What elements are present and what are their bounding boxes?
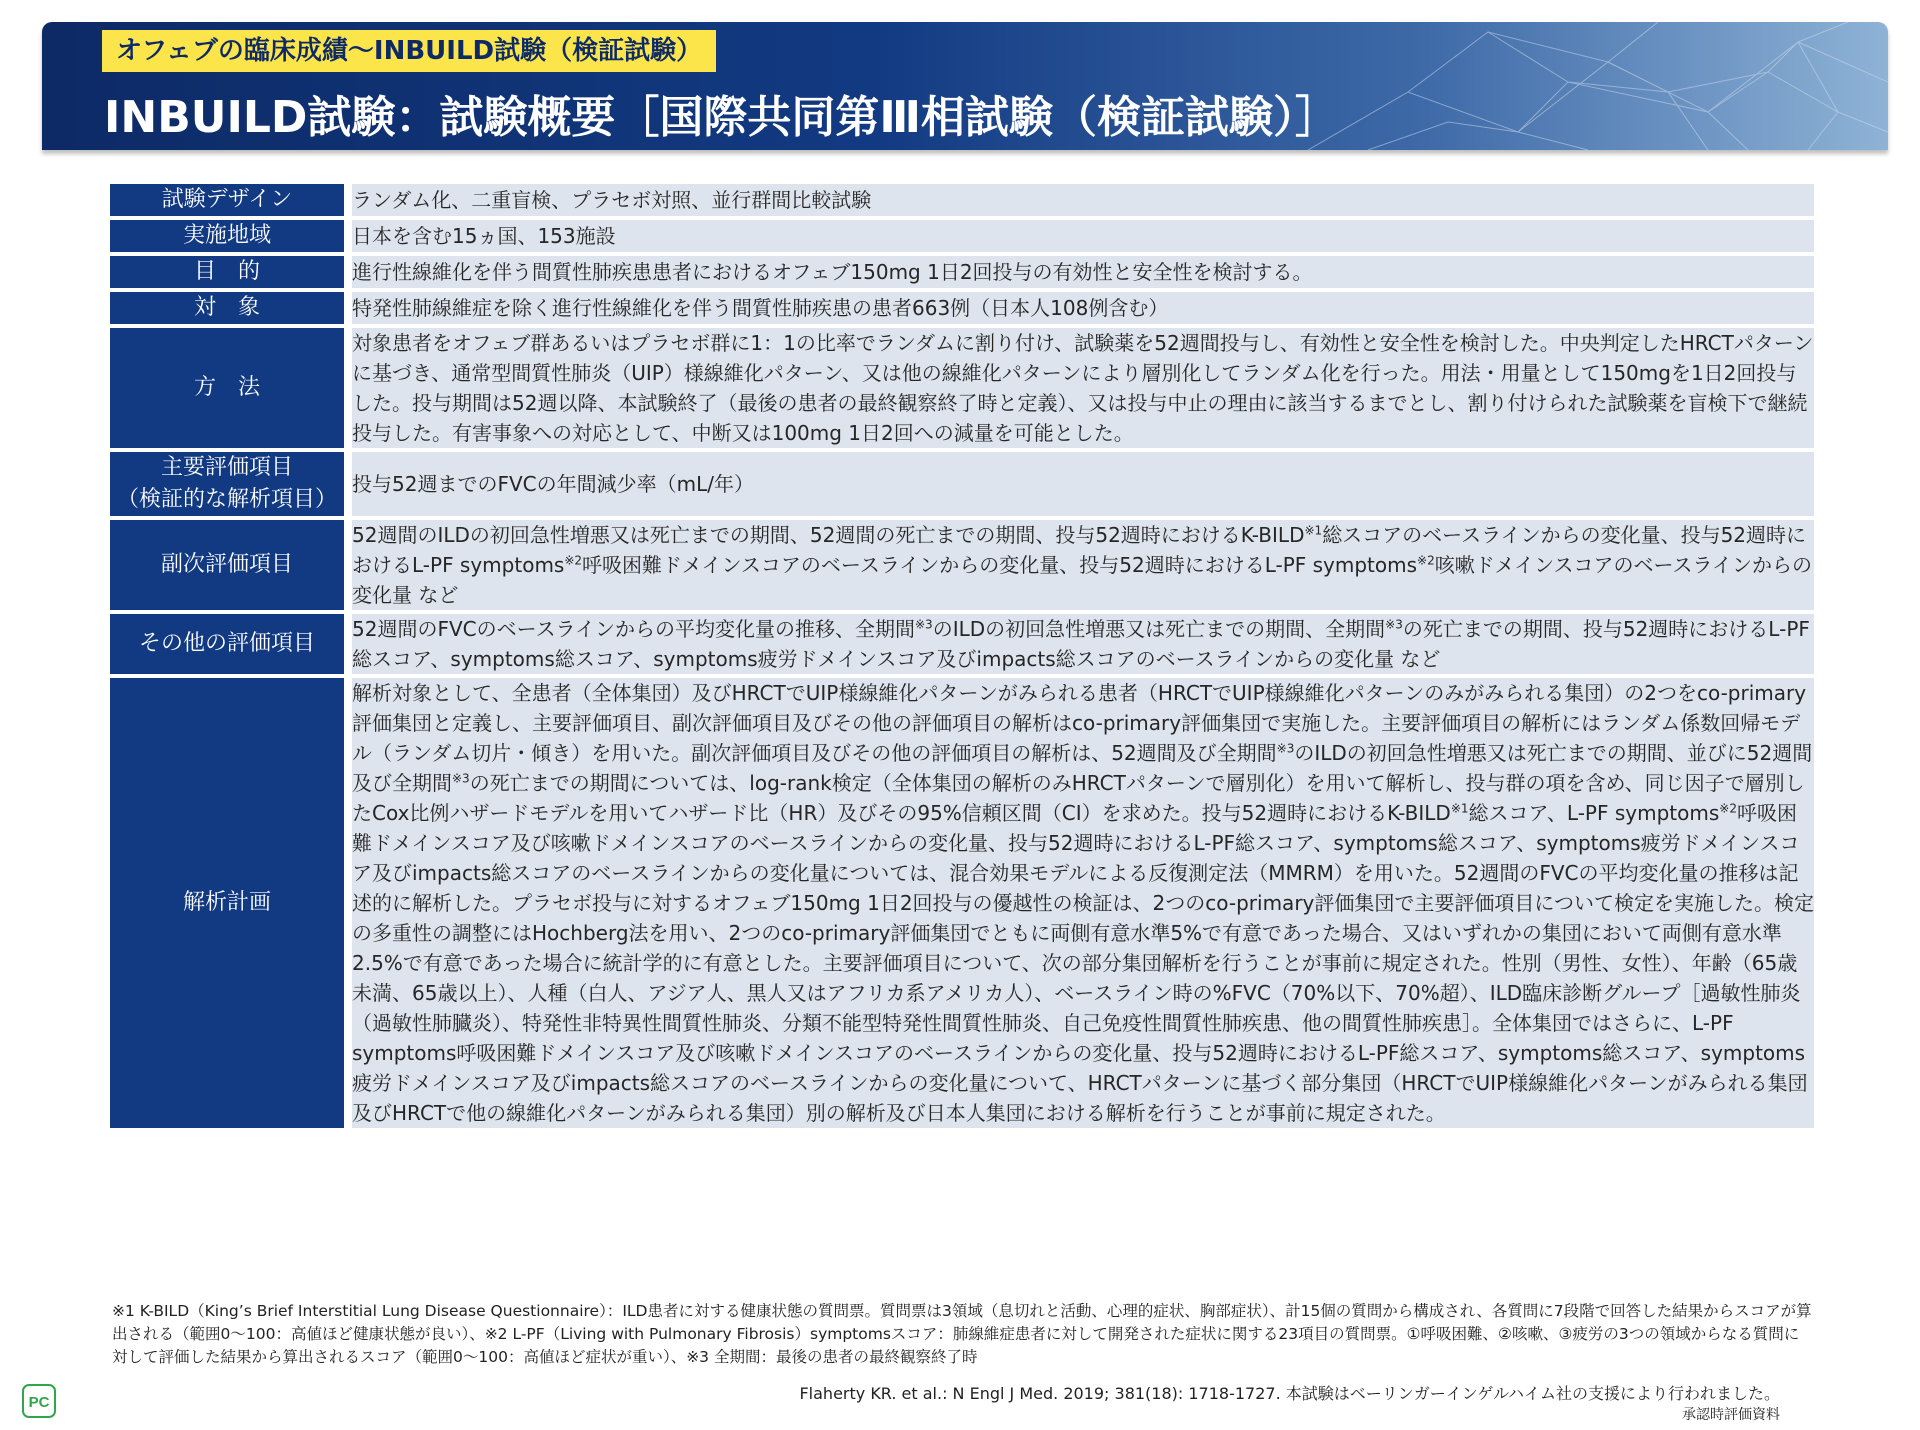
row-label [110,220,344,252]
row-label [110,614,344,674]
row-label-text: 対 象 [193,295,260,320]
footnote-marker: ※1 [1450,801,1469,816]
row-label-text: 試験デザイン [161,187,293,212]
table-row [110,292,1814,324]
footnote-marker: ※3 [1385,617,1403,632]
approval-note: 承認時評価資料 [1682,1407,1780,1423]
value-text: のILDの初回急性増悪又は死亡までの期間、全期間 [932,617,1386,641]
footnote-marker: ※3 [915,617,933,632]
footnote-text: ※1 K-BILD（King’s Brief Interstitial Lung Disease Questionnaire）：ILD患者に対する健康状態の質問票。質問票は3領域（息切れと活動、心理的症状、胸部症状）、計15個の質問から構成され、各質問に7段階で回答した結果からスコアが算出される（範囲0〜100：高値ほど健康状態が良い）、※2 L-PF（Living with Pulmonary Fibrosis）symptomsスコア：肺線維症患者に対して開発された症状に関する23項目の質問票。①呼吸困難、②咳嗽、③疲労の3つの領域からなる質問に対して評価した結果から算出されるスコア（範囲0〜100：高値ほど症状が重い）、※3 全期間：最後の患者の最終観察終了時 [112,1302,1812,1366]
logo-text: PC [28,1394,50,1411]
row-label [110,520,344,610]
table-row [110,184,1814,216]
value-text: 咳嗽ドメインスコアのベースラインからの変化量 など [352,553,1812,607]
row-label-text: 主要評価項目 [160,455,293,480]
row-value: 日本を含む15ヵ国、153施設 [352,220,1814,252]
row-value: 特発性肺線維症を除く進行性線維化を伴う間質性肺疾患の患者663例（日本人108例含む） [352,292,1814,324]
footnote-marker: ※2 [1719,801,1737,816]
row-value [352,520,1814,610]
footnote-marker: ※3 [452,771,470,786]
footnotes [112,1300,1812,1369]
row-value: 対象患者をオフェブ群あるいはプラセボ群に1：1の比率でランダムに割り付け、試験薬を52週間投与し、有効性と安全性を検討した。中央判定したHRCTパターンに基づき、通常型間質性肺炎（UIP）様線維化パターン、又は他の線維化パターンにより層別化してランダム化を行った。用法・用量として150mgを1日2回投与した。投与期間は52週以降、本試験終了（最後の患者の最終観察終了時と定義）、又は投与中止の理由に該当するまでとし、割り付けられた試験薬を盲検下で継続投与した。有害事象への対応として、中断又は100mg 1日2回への減量を可能とした。 [352,328,1814,448]
value-text: の死亡までの期間については、log-rank検定（全体集団の解析のみHRCTパターンで層別化）を用いて解析し、投与群の項を含め、同じ因子で層別したCox比例ハザードモデルを用いてハザード比（HR）及びその95%信頼区間（CI）を求めた。投与52週時におけるK-BILD [352,771,1805,825]
footnote-marker: ※1 [1304,523,1323,538]
row-label-text: 目 的 [193,259,260,284]
citation: Flaherty KR. et al.: N Engl J Med. 2019; 381(18): 1718-1727. 本試験はベーリンガーインゲルハイム社の支援により行われました。 [799,1384,1780,1403]
page-title: INBUILD試験：試験概要［国際共同第Ⅲ相試験（検証試験）］ [104,92,1339,143]
footnote-marker: ※2 [564,553,583,568]
table-row [110,452,1814,516]
row-label [110,328,344,448]
value-text: 総スコア、L-PF symptoms [1468,801,1720,825]
value-text: 総スコアのベースラインからの変化量、投与52週時におけるL-PF symptoms [352,523,1807,577]
footnote-marker: ※2 [1417,553,1435,568]
row-label [110,256,344,288]
study-overview-table [110,180,1814,1132]
row-label [110,184,344,216]
value-text: のILDの初回急性増悪又は死亡までの期間、並びに52週間及び全期間 [352,741,1813,795]
row-label [110,452,344,516]
row-label-text: 実施地域 [182,223,271,248]
value-text: 呼吸困難ドメインスコアのベースラインからの変化量、投与52週時におけるL-PF symptoms [582,553,1418,577]
table-row [110,328,1814,448]
row-label-subtext: （検証的な解析項目） [116,487,337,512]
row-value: 進行性線維化を伴う間質性肺疾患患者におけるオフェブ150mg 1日2回投与の有効性と安全性を検討する。 [352,256,1814,288]
row-label-text: 解析計画 [182,890,271,915]
table-row [110,256,1814,288]
row-label-text: 副次評価項目 [160,552,293,577]
header-banner [42,22,1888,150]
row-label-text: その他の評価項目 [138,631,315,656]
row-label [110,292,344,324]
row-value: 投与52週までのFVCの年間減少率（mL/年） [352,452,1814,516]
footnote-marker: ※3 [1276,741,1295,756]
value-text: 解析対象として、全患者（全体集団）及びHRCTでUIP様線維化パターンがみられる患者（HRCTでUIP様線維化パターンのみがみられる集団）の2つをco-primary評価集団と定義し、主要評価項目、副次評価項目及びその他の評価項目の解析はco-primary評価集団で実施した。主要評価項目の解析にはランダム係数回帰モデル（ランダム切片・傾き）を用いた。副次評価項目及びその他の評価項目の解析は、52週間及び全期間 [352,681,1807,765]
value-text: 52週間のILDの初回急性増悪又は死亡までの期間、52週間の死亡までの期間、投与52週時におけるK-BILD [352,523,1305,547]
table-row [110,220,1814,252]
row-value [352,614,1814,674]
row-value [352,678,1814,1128]
table-row [110,520,1814,610]
table-row [110,614,1814,674]
table-row [110,678,1814,1128]
pc-logo-icon [22,1384,56,1418]
value-text: 52週間のFVCのベースラインからの平均変化量の推移、全期間 [352,617,915,641]
row-label-text: 方 法 [193,375,260,400]
row-label [110,678,344,1128]
section-tag: オフェブの臨床成績〜INBUILD試験（検証試験） [102,30,716,72]
value-text: の死亡までの期間、投与52週時におけるL-PF総スコア、symptoms総スコア、symptoms疲労ドメインスコア及びimpacts総スコアのベースラインからの変化量 など [352,617,1810,671]
value-text: 呼吸困難ドメインスコア及び咳嗽ドメインスコアのベースラインからの変化量、投与52週時におけるL-PF総スコア、symptoms総スコア、symptoms疲労ドメインスコア及びimpacts総スコアのベースラインからの変化量については、混合効果モデルによる反復測定法（MMRM）を用いた。52週間のFVCの平均変化量の推移は記述的に解析した。プラセボ投与に対するオフェブ150mg 1日2回投与の優越性の検証は、2つのco-primary評価集団で主要評価項目について検定を実施した。検定の多重性の調整にはHochberg法を用い、2つのco-primary評価集団でともに両側有意水準5%で有意であった場合、又はいずれかの集団において両側有意水準2.5%で有意であった場合に統計学的に有意とした。主要評価項目について、次の部分集団解析を行うことが事前に規定された。性別（男性、女性）、年齢（65歳未満、65歳以上）、人種（白人、アジア人、黒人又はアフリカ系アメリカ人）、ベースライン時の%FVC（70%以下、70%超）、ILD臨床診断グループ［過敏性肺炎（過敏性肺臓炎）、特発性非特異性間質性肺炎、分類不能型特発性間質性肺炎、自己免疫性間質性肺疾患、他の間質性肺疾患］。全体集団ではさらに、L-PF symptoms呼吸困難ドメインスコア及び咳嗽ドメインスコアのベースラインからの変化量、投与52週時におけるL-PF総スコア、symptoms総スコア、symptoms疲労ドメインスコア及びimpacts総スコアのベースラインからの変化量について、HRCTパターンに基づく部分集団（HRCTでUIP様線維化パターンがみられる集団及びHRCTで他の線維化パターンがみられる集団）別の解析及び日本人集団における解析を行うことが事前に規定された。 [352,801,1814,1125]
row-value: ランダム化、二重盲検、プラセボ対照、並行群間比較試験 [352,184,1814,216]
